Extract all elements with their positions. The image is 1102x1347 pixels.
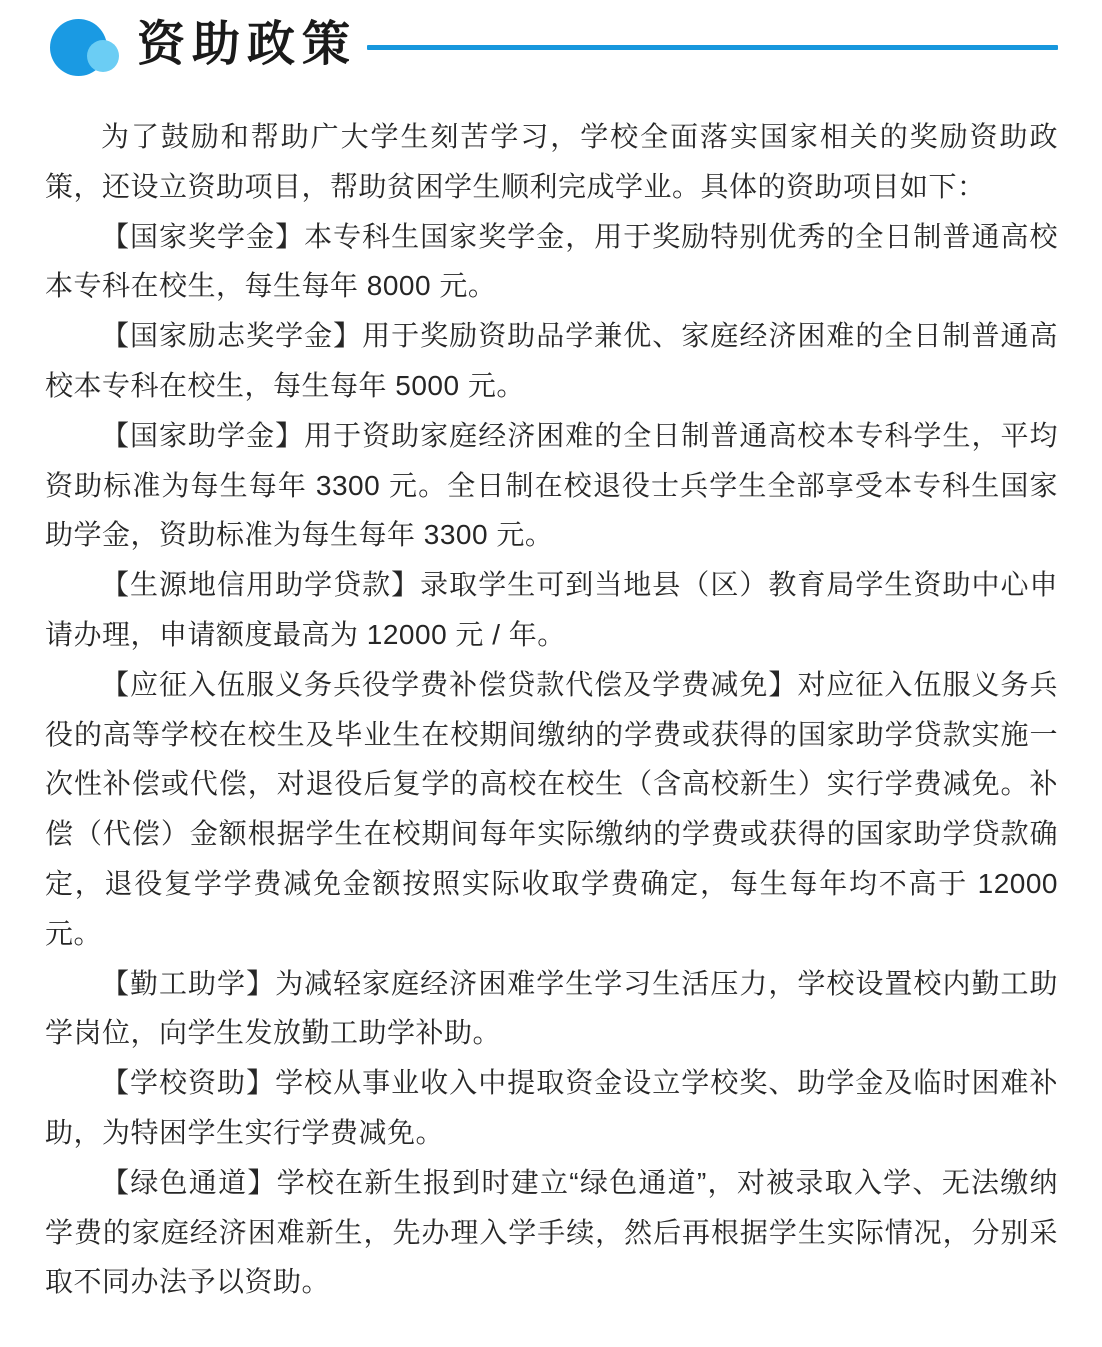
small-circle-shape: [87, 40, 119, 72]
paragraph-national-scholarship: 【国家奖学金】本专科生国家奖学金，用于奖励特别优秀的全日制普通高校本专科在校生，每生每年 8000 元。: [45, 220, 1058, 302]
page-title: 资助政策: [137, 18, 358, 71]
policy-content: [45, 112, 1058, 1307]
section-header: [45, 10, 1058, 80]
paragraph-national-encouragement-scholarship: 【国家励志奖学金】用于奖励资助品学兼优、家庭经济困难的全日制普通高校本专科在校生，每生每年 5000 元。: [45, 320, 1058, 401]
paragraph-national-grant: 【国家助学金】用于资助家庭经济困难的全日制普通高校本专科学生，平均资助标准为每生每年 3300 元。全日制在校退役士兵学生全部享受本专科生国家助学金，资助标准为每生每年 3300 元。: [45, 419, 1058, 551]
paragraph-military-service-tuition-waiver: 【应征入伍服义务兵役学费补偿贷款代偿及学费减免】对应征入伍服义务兵役的高等学校在校生及毕业生在校期间缴纳的学费或获得的国家助学贷款实施一次性补偿或代偿，对退役后复学的高校在校生（含高校新生）实行学费减免。补偿（代偿）金额根据学生在校期间每年实际缴纳的学费或获得的国家助学贷款确定，退役复学学费减免金额按照实际收取学费确定，每生每年均不高于 12000 元。: [45, 668, 1058, 949]
paragraph-intro: 为了鼓励和帮助广大学生刻苦学习，学校全面落实国家相关的奖励资助政策，还设立资助项目，帮助贫困学生顺利完成学业。具体的资助项目如下：: [45, 121, 1058, 202]
two-circles-icon: [45, 12, 125, 78]
paragraph-work-study: 【勤工助学】为减轻家庭经济困难学生学习生活压力，学校设置校内勤工助学岗位，向学生发放勤工助学补助。: [45, 967, 1058, 1049]
paragraph-student-origin-credit-loan: 【生源地信用助学贷款】录取学生可到当地县（区）教育局学生资助中心申请办理，申请额度最高为 12000 元 / 年。: [45, 569, 1058, 650]
paragraph-school-aid: 【学校资助】学校从事业收入中提取资金设立学校奖、助学金及临时困难补助，为特困学生实行学费减免。: [45, 1067, 1058, 1148]
header-rule-line: [367, 45, 1058, 50]
paragraph-green-channel: 【绿色通道】学校在新生报到时建立“绿色通道”，对被录取入学、无法缴纳学费的家庭经济困难新生，先办理入学手续，然后再根据学生实际情况，分别采取不同办法予以资助。: [45, 1166, 1058, 1298]
